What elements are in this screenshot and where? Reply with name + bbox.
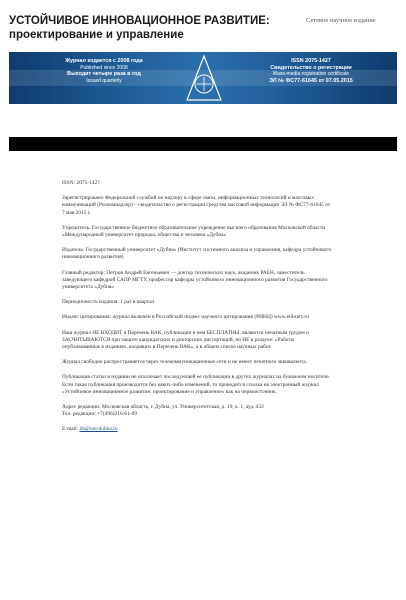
banner-right-line1: ISSN 2075-1427	[291, 58, 331, 64]
banner-left-line3: Выходит четыре раза в год	[67, 71, 141, 77]
navigation-bar[interactable]	[9, 137, 397, 151]
address-text: Адрес редакции: Московская область, г. Дубна, ул. Университетская, д. 19, к. 1, ауд. 432	[62, 404, 264, 411]
citation-text: Индекс цитирования: журнал включён в Российский индекс научного цитирования (РИНЦ) www.elibrary.ru	[62, 314, 309, 321]
email-label: E-mail:	[62, 426, 80, 433]
email-line	[62, 426, 332, 433]
site-title[interactable]: УСТОЙЧИВОЕ ИННОВАЦИОННОЕ РАЗВИТИЕ: проектирование и управление	[9, 15, 270, 41]
header-banner	[9, 52, 397, 104]
banner-left-line1: Журнал издается с 2008 года	[65, 58, 143, 64]
periodicity-text: Периодичность издания: 1 раз в квартал	[62, 299, 155, 306]
registration-text: Зарегистрировано Федеральной службой по надзору в сфере связи, информационных технологий и массовых коммуникаций (Роскомнадзор) – свидетельство о регистрации средства массовой информации ЭЛ № ФС77-61645 от 7 мая 2015 г.	[62, 195, 331, 216]
republication-text: Публикация статьи в издании не исключает последующей ее публикации в других журналах на бумажном носителе. Если такая публикация производится без каких-либо изменений, то приводится ссылка на электронный журнал «Устойчивое инновационное развитие: проектирование и управление» как на первоисточник.	[62, 374, 330, 395]
banner-left-line2: Published since 2008	[80, 64, 128, 71]
editor-text: Главный редактор: Петров Андрей Евгеньевич — доктор технических наук, академик РАЕН, заместитель заведующего кафедрой САПР МГТУ, профессор кафедры устойчивого инновационного развития Государственного университета «Дубна»	[62, 269, 328, 291]
issn-text: ISSN: 2075-1427	[62, 180, 100, 186]
publisher-text: Издатель: Государственный университет «Дубна» (Институт системного анализа и управления, кафедра устойчивого инновационного развития)	[62, 247, 332, 261]
banner-left-text	[49, 58, 159, 84]
banner-right-text	[251, 58, 371, 84]
phone-text: Тел. редакции: +7(496)216-61-09	[62, 411, 138, 418]
site-description: Сетевое научное издание	[306, 17, 376, 24]
email-link[interactable]: hb@uni-dubna.ru	[79, 426, 118, 433]
banner-right-line2: Свидетельство о регистрации	[270, 64, 352, 71]
page-content	[62, 180, 332, 442]
founder-text: Учредитель: Государственное бюджетное образовательное учреждение высшего образования Московской области «Международный университет природы, общества и человека «Дубна»	[62, 224, 326, 239]
journal-logo-icon	[185, 54, 223, 102]
banner-right-line4: ЭЛ № ФС77-61645 от 07.05.2015	[269, 77, 353, 84]
banner-left-line4: Issued quarterly	[86, 77, 122, 84]
distribution-text: Журнал свободно распространяется через телекоммуникационные сети и не имеет печатного эквивалента.	[62, 359, 308, 366]
banner-right-line3: Mass-media registration certificate	[272, 71, 350, 77]
vak-text: Наш журнал НЕ ВХОДИТ в Перечень ВАК, публикации в нем БЕСПЛАТНЫ, являются печатным трудом и ЗАСЧИТЫВАЮТСЯ при защите кандидатских и докторских диссертаций, но НЕ в разделе: «Работы опубликованные в изданиях, входящих в Перечень ВАК», а в общем списке научных работ.	[62, 329, 309, 351]
